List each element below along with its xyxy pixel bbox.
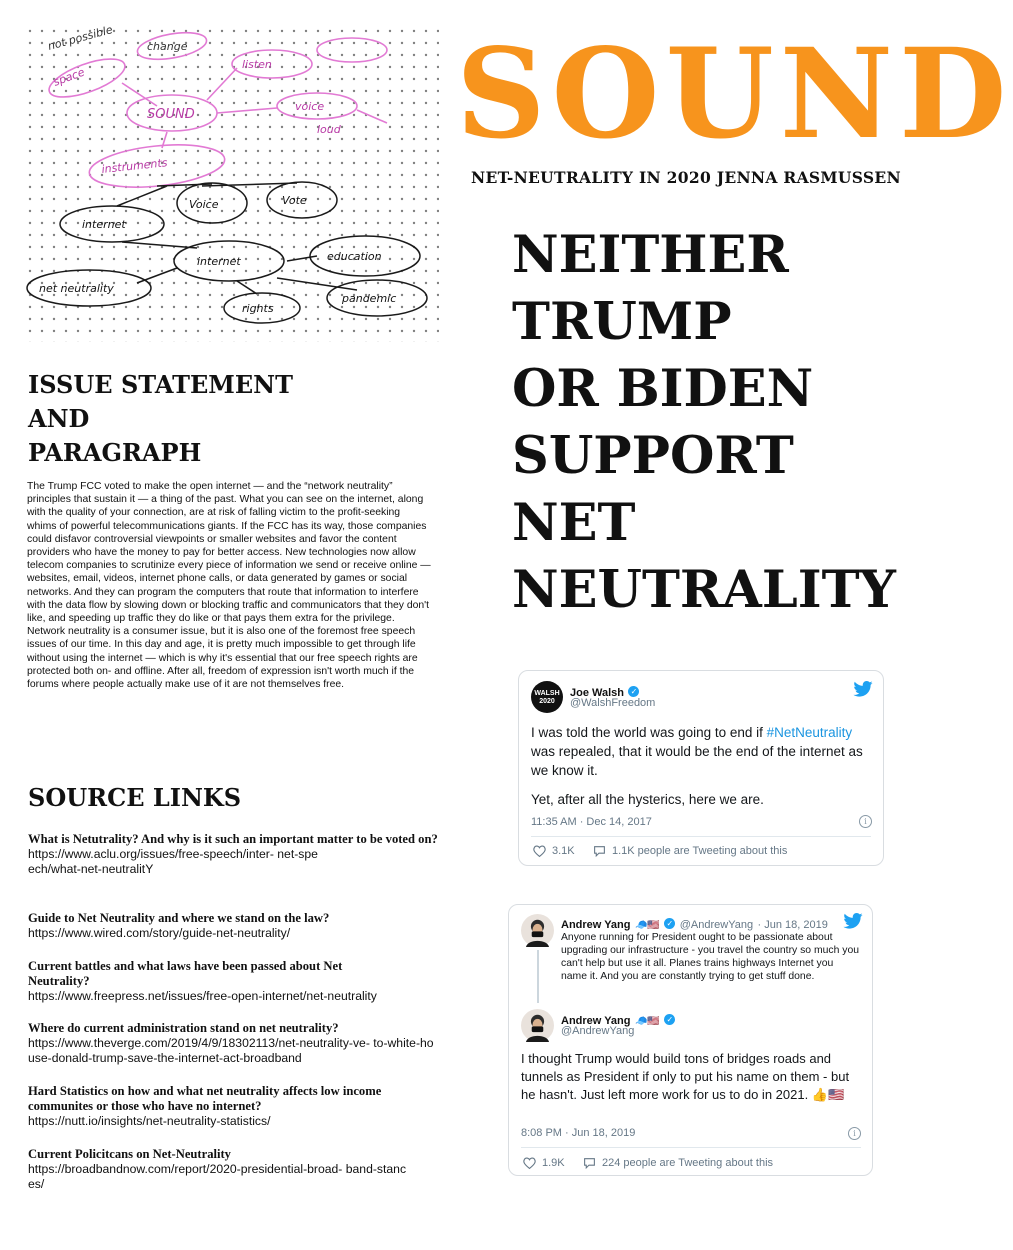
verified-icon: ✓ [628,686,639,697]
mindmap-sketch [27,23,439,342]
source-link[interactable]: https://www.freepress.net/issues/free-open-internet/net-neutrality [28,989,377,1003]
source-item [28,1084,438,1129]
page-subtitle: NET-NEUTRALITY IN 2020 JENNA RASMUSSEN [471,168,901,187]
thread-line [537,950,539,1003]
tweet-author-name[interactable]: Joe Walsh [570,687,624,699]
mindmap-word: pandemic [342,292,397,305]
like-button[interactable] [523,1157,565,1169]
source-link[interactable]: https://nutt.io/insights/net-neutrality-statistics/ [28,1114,271,1128]
mindmap-word: rights [242,302,274,315]
info-icon[interactable]: i [848,1127,861,1140]
issue-heading [28,368,348,470]
issue-paragraph: The Trump FCC voted to make the open internet — and the “network neutrality” principles that sustain it — a thing of the past. What you can see on the internet, along with the quality of your connection, are at risk of falling victim to the profit-seeking whims of powerful telecommunications giants. If the FCC has its way, those companies could disfavor controversial viewpoints or smaller websites and favor the content providers who have the money to pay for better access. New technologies now allow telecom companies to scrutinize every piece of information we send or receive online — websites, email, videos, internet phone calls, or data generated by games or social networks. And they can program the computers that route that information to interfere with the data flow by slowing down or blocking traffic and communicators that they don't like, and speeding up traffic they do like or that pays them extra for the privilege. Network neutrality is a consumer issue, but it is also one of the foremost free speech issues of our time. In this day and age, it is pretty much impossible to get through life without using the internet — which is why it's essential that our free speech rights are protected both on- and offline. After all, freedom of expression isn't worth much if the forums where people actually make use of it are not themselves free. [27,481,431,691]
tweet-card-yang[interactable] [508,904,873,1176]
quoted-tweet-text: Anyone running for President ought to be passionate about upgrading our infrastructure - you travel the country so much you can't help but use it all. Planes trains highways Internet you name it. And you are constantly trying to get stuff done. [561,932,860,982]
like-count: 1.9K [542,1157,565,1169]
verified-icon: ✓ [664,918,675,929]
twitter-bird-icon [853,681,873,697]
source-item [28,1021,438,1066]
source-title: Current battles and what laws have been passed about Net Neutrality? [28,959,343,988]
source-title: Current Policitcans on Net-Neutrality [28,1147,231,1161]
like-count: 3.1K [552,845,575,857]
tweet-author-name[interactable]: Andrew Yang [561,1015,631,1027]
mindmap-word: Voice [189,198,219,211]
source-item [28,959,438,1004]
mindmap-word: SOUND [147,107,195,122]
page-title: SOUND [456,22,1013,167]
heart-icon [533,845,546,857]
mindmap-word: instruments [100,156,169,176]
mindmap-word: not possible [46,23,115,53]
source-title: Guide to Net Neutrality and where we stand on the law? [28,911,330,925]
mindmap-word: education [327,250,382,263]
headline-line: NEUTRALITY [512,560,896,620]
tweet-timestamp[interactable]: 11:35 AM · Dec 14, 2017 [531,816,652,828]
tweet-text-2: Yet, after all the hysterics, here we are. [531,792,764,807]
source-item [28,911,438,941]
mindmap-word: listen [242,58,272,71]
comment-icon [593,845,606,857]
source-link[interactable]: https://www.theverge.com/2019/4/9/18302113/net-neutrality-ve- to-white-house-donald-trump-save-the-internet-act-broadband [28,1036,434,1065]
avatar[interactable] [521,914,554,947]
reply-button[interactable] [593,845,787,857]
tweet-author-name[interactable]: Andrew Yang [561,919,631,931]
info-icon[interactable]: i [859,815,872,828]
tweet-author-handle[interactable]: @AndrewYang [679,919,754,931]
issue-heading-line: PARAGRAPH [28,438,202,467]
tweeting-count: 224 people are Tweeting about this [602,1157,774,1169]
source-link[interactable]: https://www.aclu.org/issues/free-speech/inter- net-speech/what-net-neutralitY [28,847,318,876]
divider [531,836,871,837]
tweet-timestamp[interactable]: 8:08 PM · Jun 18, 2019 [521,1127,636,1139]
twitter-bird-icon [843,913,863,929]
headline-line: OR BIDEN [512,359,814,419]
flag-emoji: 🧢🇺🇸 [634,920,660,931]
tweet-date[interactable]: · Jun 18, 2019 [757,919,828,931]
verified-icon: ✓ [664,1014,675,1025]
heart-icon [523,1157,536,1169]
headline [512,222,932,624]
emoji: 👍🇺🇸 [811,1087,845,1102]
flag-emoji: 🧢🇺🇸 [634,1016,660,1027]
source-link[interactable]: https://broadbandnow.com/report/2020-presidential-broad- band-stances/ [28,1162,407,1191]
headline-line: SUPPORT [512,426,794,486]
mindmap-word: space [51,65,87,89]
mindmap-word: loud [317,123,341,136]
mindmap-word: internet [197,255,241,268]
divider [521,1147,861,1148]
issue-heading-line: ISSUE STATEMENT [28,370,293,399]
comment-icon [583,1157,596,1169]
mindmap-word: Vote [282,194,307,207]
tweet-card-walsh[interactable] [518,670,884,866]
mindmap-word: change [147,40,188,53]
avatar[interactable]: WALSH 2020 [531,681,563,713]
source-title: Where do current administration stand on net neutrality? [28,1021,339,1035]
source-title: Hard Statistics on how and what net neutrality affects low income communites or those who have no internet? [28,1084,382,1113]
mindmap-word: net neutrality [39,282,114,295]
like-button[interactable] [533,845,575,857]
mindmap-word: internet [82,218,126,231]
tweet-text: I was told the world was going to end if #NetNeutrality was repealed, that it would be the end of the internet as we know it. [531,725,863,778]
avatar[interactable] [521,1009,554,1042]
headline-line: NET [512,493,636,553]
source-item [28,832,438,877]
tweet-author-handle[interactable]: @WalshFreedom [570,697,656,709]
mindmap-word: voice [295,100,325,113]
headline-line: NEITHER [512,225,789,285]
source-link[interactable]: https://www.wired.com/story/guide-net-neutrality/ [28,926,291,940]
tweet-text: I thought Trump would build tons of bridges roads and tunnels as President if only to put his name on them - but he hasn't. Just left more work for us to do in 2021. 👍🇺🇸 [521,1051,850,1102]
reply-button[interactable] [583,1157,773,1169]
source-item [28,1147,438,1192]
source-title: What is Netutrality? And why is it such an important matter to be voted on? [28,832,438,846]
headline-line: TRUMP [512,292,732,352]
tweeting-count: 1.1K people are Tweeting about this [612,845,788,857]
issue-heading-line: AND [28,404,90,433]
hashtag-link[interactable]: #NetNeutrality [766,725,853,740]
source-links-heading: SOURCE LINKS [28,783,242,812]
tweet-author-handle[interactable]: @AndrewYang [561,1025,635,1037]
